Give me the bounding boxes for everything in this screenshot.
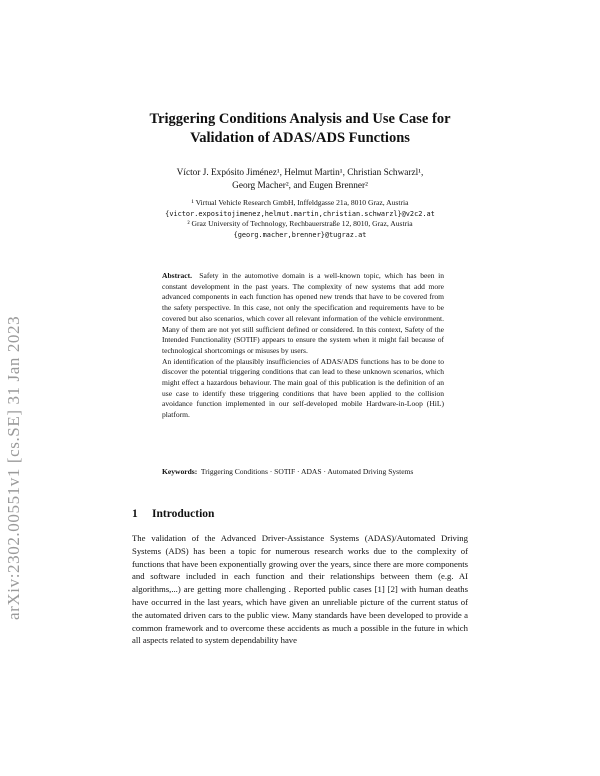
abstract-text-1: Safety in the automotive domain is a well-known topic, which has been in constant development in the past years. The complexity of new systems that add more advanced components in each function has opened new trends that have to be covered from the safety perspective. In this case, not only the specification and requirements have to be covered but also scenarios, which cover all relevant information of the vehicle environment. Many of them are not yet still sufficient defined or considered. In this context, Safety of the Intended Functionality (SOTIF) appears to ensure the system when it might fail because of technological shortcomings or misuses by users. xyxy=(162,271,444,355)
title-line-1: Triggering Conditions Analysis and Use Case for xyxy=(149,111,451,127)
abstract-block xyxy=(162,271,444,421)
paper-title xyxy=(120,110,480,148)
authors-line-1: Víctor J. Expósito Jiménez¹, Helmut Martin¹, Christian Schwarzl¹, xyxy=(176,168,424,178)
affiliation-2-email: {georg.macher,brenner}@tugraz.at xyxy=(233,230,367,239)
abstract-paragraph-2: An identification of the plausibly insufficiencies of ADAS/ADS functions has to be done to discover the potential triggering conditions that can lead to these unknown scenarios, which might effect a hazardous behaviour. The main goal of this publication is the definition of an use case to identify these triggering conditions that have been applied to the collision avoidance function implemented in our self-developed mobile Hardware-in-Loop (HiL) platform. xyxy=(162,356,444,420)
authors-line-2: Georg Macher², and Eugen Brenner² xyxy=(232,181,368,191)
abstract-paragraph-1 xyxy=(162,271,444,357)
arxiv-identifier-stamp: arXiv:2302.00551v1 [cs.SE] 31 Jan 2023 xyxy=(4,315,23,620)
affiliation-2: ² Graz University of Technology, Rechbauerstraße 12, 8010, Graz, Austria xyxy=(187,219,413,229)
keywords-label: Keywords: xyxy=(162,467,198,476)
affiliations xyxy=(120,198,480,240)
title-line-2: Validation of ADAS/ADS Functions xyxy=(190,130,410,146)
keywords-block xyxy=(162,467,444,478)
author-list xyxy=(120,167,480,193)
section-number: 1 xyxy=(132,508,138,520)
abstract-label: Abstract. xyxy=(162,271,192,280)
affiliation-1-email: {victor.expositojimenez,helmut.martin,christian.schwarzl}@v2c2.at xyxy=(165,209,435,218)
introduction-body xyxy=(132,532,468,647)
affiliation-1: ¹ Virtual Vehicle Research GmbH, Inffeldgasse 21a, 8010 Graz, Austria xyxy=(191,198,409,207)
introduction-paragraph: The validation of the Advanced Driver-Assistance Systems (ADAS)/Automated Driving Systems (ADS) has been a topic for numerous research works due to the complexity of functions that have been exponentially growing over the years, since there are more components and software included in each function and their relationships between them (e.g. AI algorithms,...) are getting more challenging . Reported public cases [1] [2] with human deaths have occurred in the last years, which have given an unreliable picture of the current status of the automated driven cars to the public view. Many standards have been developed to provide a common framework and to overcome these accidents as much a possible in the future in which all aspects related to system dependability have xyxy=(132,533,468,646)
section-heading-introduction xyxy=(132,508,214,520)
section-title: Introduction xyxy=(152,508,215,520)
keywords-text: Triggering Conditions · SOTIF · ADAS · Automated Driving Systems xyxy=(200,467,414,476)
